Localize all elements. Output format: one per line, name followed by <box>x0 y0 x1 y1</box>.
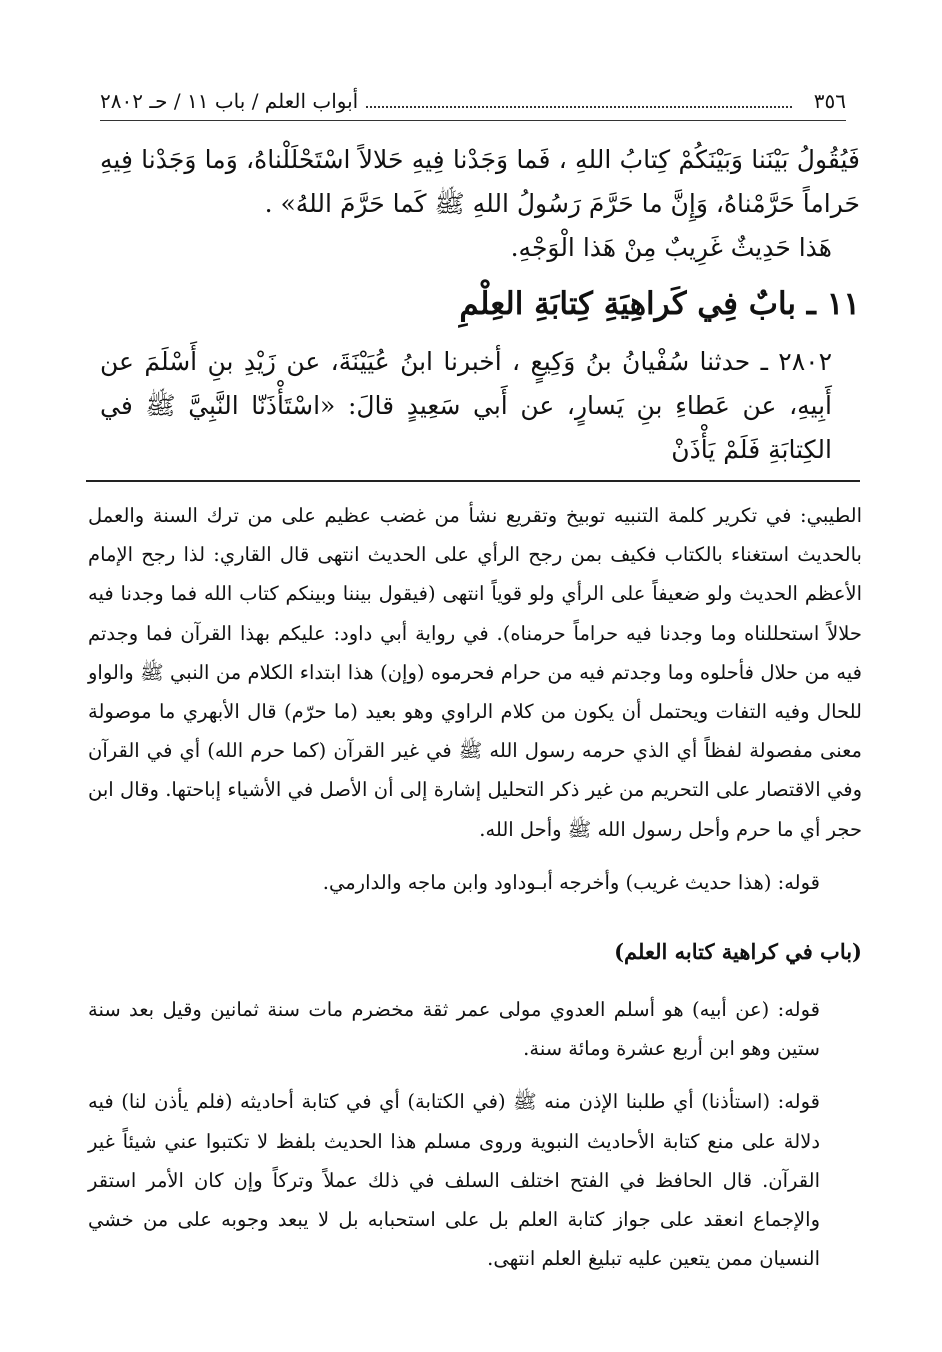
hadith-continuation: فَيُقُولُ بَيْنَنا وَبَيْنَكُمْ كِتابُ اللهِ ، فَما وَجَدْنا فِيهِ حَلالاً اسْتَحْلَلْناهُ، وَما وَجَدْنا فِيهِ حَراماً حَرَّمْناهُ، وَإِنَّ ما حَرَّمَ رَسُولُ اللهِ ﷺ كَما حَرَّمَ اللهُ» . <box>100 145 860 218</box>
commentary-subheading: (باب في كراهية كتابه العلم) <box>614 939 862 965</box>
commentary <box>88 496 862 1278</box>
commentary-paragraph: قوله: (استأذنا) أي طلبنا الإذن منه ﷺ (في الكتابة) أي في كتابة أحاديثه (فلم يأذن لنا) فيه دلالة على منع كتابة الأحاديث النبوية وروى مسلم هذا الحديث بلفظ لا تكتبوا عني شيئاً غير القرآن. قال الحافظ في الفتح اختلف السلف في ذلك عملاً وتركاً وإن كان الأمر استقر والإجماع انعقد على جواز كتابة العلم بل على استحبابه بل لا يبعد وجوبه على من خشي النسيان ممن يتعين عليه تبليغ العلم انتهى. <box>88 1090 820 1271</box>
separator-rule <box>86 480 860 482</box>
grading-note: هَذا حَدِيثٌ غَرِيبٌ مِنْ هَذا الْوَجْهِ. <box>510 233 832 262</box>
commentary-paragraph: قوله: (هذا حديث غريب) وأخرجه أبـوداود وابن ماجه والدارمي. <box>322 870 820 894</box>
page-number: ٣٥٦ <box>813 89 846 113</box>
leader-dots <box>366 106 792 108</box>
running-header <box>100 84 846 121</box>
chapter-title: ١١ ـ بابٌ فِي كَراهِيَةِ كِتابَةِ العِلْمِ <box>459 286 860 322</box>
commentary-paragraph: قوله: (عن أبيه) هو أسلم العدوي مولى عمر ثقة مخضرم مات سنة ثمانين وقيل بعد سنة ستين وهو ابن أربع عشرة ومائة سنة. <box>88 998 820 1061</box>
running-title: أبواب العلم / باب ١١ / حـ ٢٨٠٢ <box>100 89 359 113</box>
main-text <box>100 138 860 472</box>
commentary-paragraph: الطيبي: في تكرير كلمة التنبيه توبيخ وتقريع نشأ من غضب عظيم على من ترك السنة والعمل بالحديث استغناء بالكتاب فكيف بمن رجح الرأي على الحديث انتهى قال القاري: لذا رجح الإمام الأعظم الحديث ولو ضعيفاً على الرأي ولو قوياً انتهى (فيقول بيننا وبينكم كتاب الله فما وجدنا فيه حلالاً استحللناه وما وجدنا فيه حراماً حرمناه). في رواية أبي داود: عليكم بهذا القرآن فما وجدتم فيه من حلال فأحلوه وما وجدتم فيه من حرام فحرموه (وإن) هذا ابتداء الكلام من النبي ﷺ والواو للحال وفيه التفات ويحتمل أن يكون من كلام الراوي وهو بعيد (ما حرّم) قال الأبهري ما موصولة معنى مفصولة لفظاً أي الذي حرمه رسول الله ﷺ في غير القرآن (كما حرم الله) أي في القرآن وفي الاقتصار على التحريم من غير ذكر التحليل إشارة إلى أن الأصل في الأشياء إباحتها. وقال ابن حجر أي ما حرم وأحل رسول الله ﷺ وأحل الله. <box>88 504 862 841</box>
hadith-2802: ٢٨٠٢ ـ حدثنا سُفْيانُ بنُ وَكِيعٍ ، أخبرنا ابنُ عُيَيْنَةَ، عن زَيْدِ بنِ أَسْلَمَ عن أَبِيهِ، عن عَطاءِ بنِ يَسارٍ، عن أَبي سَعِيدٍ قالَ: «اسْتَأْذَنّا النَّبِيَّ ﷺ في الكِتابَةِ فَلَمْ يَأْذَنْ <box>100 347 832 464</box>
